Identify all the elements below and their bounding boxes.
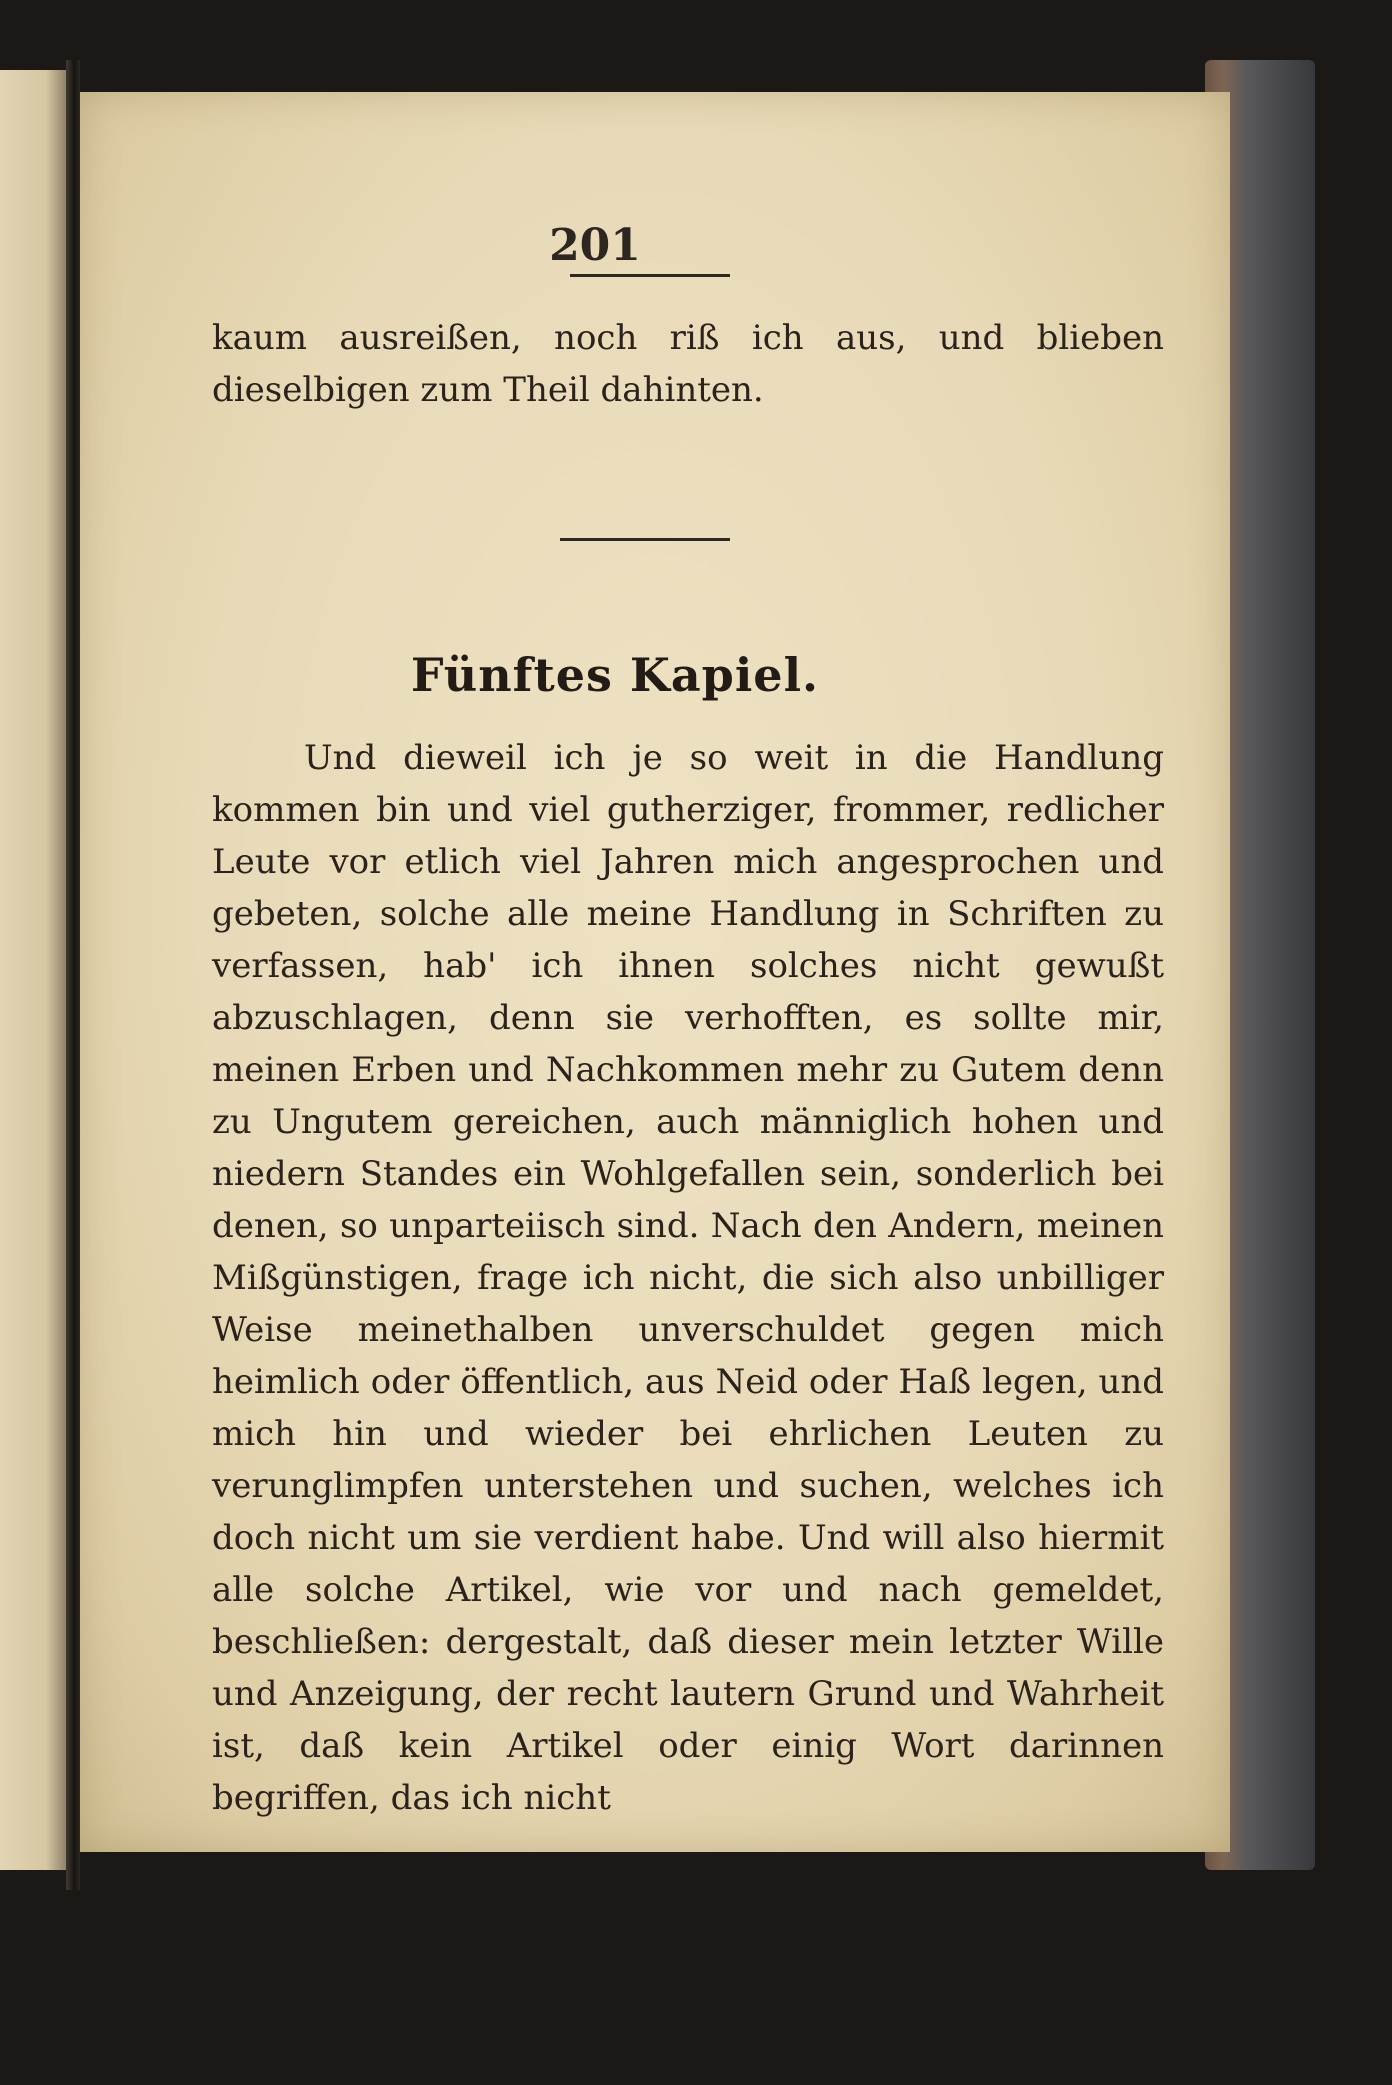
page-number-rule (570, 274, 730, 277)
page-number: 201 (549, 220, 641, 271)
book-gutter (66, 60, 80, 1890)
chapter-title: Fünftes Kapiel. (410, 648, 820, 702)
intro-paragraph: kaum ausreißen, noch riß ich aus, und blieben dieselbigen zum Theil dahinten. (212, 318, 1164, 410)
section-divider (560, 538, 730, 541)
body-paragraph: Und dieweil ich je so weit in die Handlung kommen bin und viel gutherziger, frommer, redlicher Leute vor etlich viel Jahren mich angesprochen und gebeten, solche alle meine Handlung in Schriften zu verfassen, hab' ich ihnen solches nicht gewußt abzuschlagen, denn sie verhofften, es sollte mir, meinen Erben und Nachkommen mehr zu Gutem denn zu Ungutem gereichen, auch männiglich hohen und niedern Standes ein Wohlgefallen sein, sonderlich bei denen, so unparteiisch sind. Nach den Andern, meinen Mißgünstigen, frage ich nicht, die sich also unbilliger Weise meinethalben unverschuldet gegen mich heimlich oder öffentlich, aus Neid oder Haß legen, und mich hin und wieder bei ehrlichen Leuten zu verunglimpfen unterstehen und suchen, welches ich doch nicht um sie verdient habe. Und will also hiermit alle solche Artikel, wie vor und nach gemeldet, beschließen: dergestalt, daß dieser mein letzter Wille und Anzeigung, der recht lautern Grund und Wahrheit ist, daß kein Artikel oder einig Wort darinnen begriffen, das ich nicht (212, 738, 1164, 1818)
book-page (80, 92, 1230, 1852)
facing-page-edge (0, 70, 66, 1870)
